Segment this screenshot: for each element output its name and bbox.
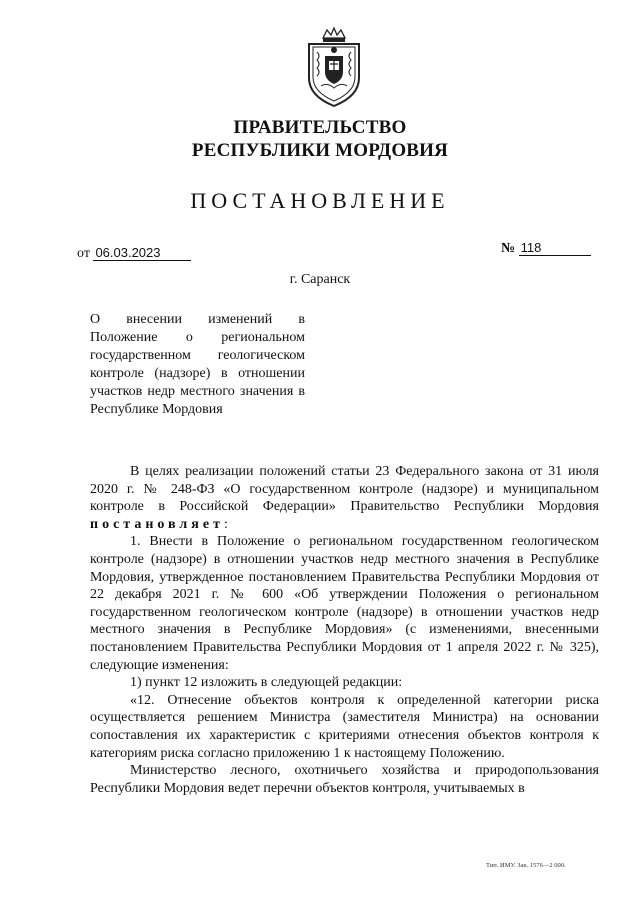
document-date [77,245,191,262]
body-paragraph-5: Министерство лесного, охотничьего хозяйства и природопользования Республики Мордовия ведет перечни объектов контроля, учитываемых в [90,763,599,796]
document-number [501,240,591,257]
city-name: г. Саранск [289,272,351,287]
coat-of-arms-emblem [301,26,367,110]
body-paragraph-2: 1. Внести в Положение о региональном государственном геологическом контроле (надзоре) в отношении участков недр местного значения в Республике Мордовия, утвержденное постановлением Правительства Республики Мордовия от 22 декабря 2021 г. № 600 «Об утверждении Положения о региональном государственном геологическом контроле (надзоре) в отношении участков недр местного значения в Республике Мордовия» (с изменениями, внесенными постановлением Правительства Республики Мордовия от 1 апреля 2022 г. № 325), следующие изменения: [90,534,599,673]
date-prefix: от [77,246,90,261]
body-paragraph-4: «12. Отнесение объектов контроля к определенной категории риска осуществляется решением Министра (заместителя Министра) на основании сопоставления их характеристик с критериями отнесения объектов контроля к категориям риска согласно приложению 1 к настоящему Положению. [90,692,599,761]
document-body [90,463,599,797]
government-name-line1: ПРАВИТЕЛЬСТВО [233,117,407,138]
print-footer: Тип. ИМУ. Зак. 1576—2 000. [486,862,566,869]
document-type-heading: ПОСТАНОВЛЕНИЕ [190,188,450,213]
number-label: № [501,241,516,256]
number-value: 118 [519,240,591,256]
document-title: О внесении изменений в Положение о региональном государственном геологическом контроле (надзоре) в отношении участков недр местного значения в Республике Мордовия [90,312,305,417]
government-name-line2: РЕСПУБЛИКИ МОРДОВИЯ [191,140,449,161]
resolution-keyword: постановляет [90,516,224,532]
body-paragraph-3: 1) пункт 12 изложить в следующей редакции: [130,675,403,691]
body-paragraph-1: В целях реализации положений статьи 23 Федерального закона от 31 июля 2020 г. № 248-ФЗ «О государственном контроле (надзоре) и муниципальном контроле в Российской Федерации» Правительство Республики Мордовия постановляет: [90,464,599,532]
date-value: 06.03.2023 [93,245,191,261]
